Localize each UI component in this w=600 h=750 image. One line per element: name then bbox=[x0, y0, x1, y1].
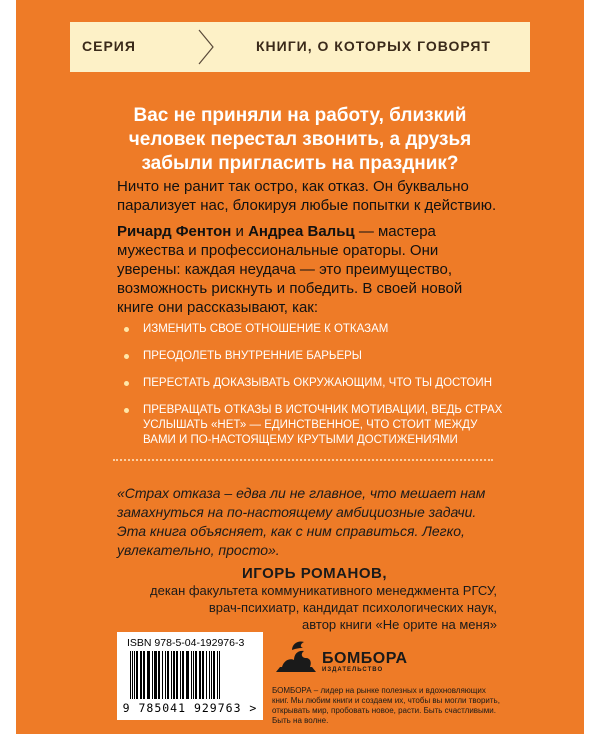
bullet-dot-icon bbox=[124, 381, 129, 386]
series-label: СЕРИЯ bbox=[82, 38, 136, 54]
quote-author-line: автор книги «Не орите на меня» bbox=[302, 617, 497, 632]
paragraph-authors-rest: — мастера мужества и профессиональные ораторы. Они уверены: каждая неудача — это преимущество, возможность рискнуть и победить. В своей новой книге они рассказывают, как: bbox=[117, 223, 463, 316]
paragraph-authors bbox=[117, 222, 497, 317]
bullet-item: ПРЕОДОЛЕТЬ ВНУТРЕННИЕ БАРЬЕРЫ bbox=[117, 349, 507, 364]
series-name: КНИГИ, О КОТОРЫХ ГОВОРЯТ bbox=[256, 38, 491, 54]
barcode-digits: 9 785041 929763 > bbox=[122, 701, 258, 715]
lead-question: Вас не приняли на работу, близкий человек перестал звонить, а друзья забыли пригласить на праздник? bbox=[128, 105, 472, 174]
quote-author bbox=[117, 565, 497, 633]
quote-author-name: ИГОРЬ РОМАНОВ, bbox=[241, 565, 387, 582]
bullet-item: ПЕРЕСТАТЬ ДОКАЗЫВАТЬ ОКРУЖАЮЩИМ, ЧТО ТЫ ДОСТОИН bbox=[117, 376, 507, 391]
dotted-divider bbox=[113, 459, 493, 461]
publisher-subtitle: ИЗДАТЕЛЬСТВО bbox=[322, 667, 384, 673]
bullet-dot-icon bbox=[124, 408, 129, 413]
endorsement-quote: «Страх отказа – едва ли не главное, что мешает нам замахнуться на по-настоящему амбициозные задачи. Эта книга объясняет, как с ним справиться. Легко, увлекательно, просто». bbox=[117, 485, 486, 558]
author-1: Ричард Фентон bbox=[117, 223, 232, 240]
author-conj: и bbox=[235, 223, 244, 240]
bullet-dot-icon bbox=[124, 354, 129, 359]
publisher-name: БОМБОРА bbox=[322, 650, 408, 667]
quote-author-line: декан факультета коммуникативного менеджмента РГСУ, bbox=[150, 583, 497, 598]
bullet-item: ИЗМЕНИТЬ СВОЕ ОТНОШЕНИЕ К ОТКАЗАМ bbox=[117, 322, 507, 337]
bombora-logo-icon bbox=[272, 636, 320, 676]
bullet-list bbox=[117, 322, 507, 460]
isbn-text: ISBN 978-5-04-192976-3 bbox=[127, 637, 245, 649]
quote-author-line: врач-психиатр, кандидат психологических наук, bbox=[208, 600, 497, 615]
author-2: Андреа Вальц bbox=[248, 223, 355, 240]
bullet-item: ПРЕВРАЩАТЬ ОТКАЗЫ В ИСТОЧНИК МОТИВАЦИИ, ВЕДЬ СТРАХ УСЛЫШАТЬ «НЕТ» — ЕДИНСТВЕННОЕ, ЧТО СТОИТ МЕЖДУ ВАМИ И ПО-НАСТОЯЩЕМУ КРУТЫМИ ДОСТИЖЕНИЯМИ bbox=[117, 403, 507, 448]
barcode-graphic bbox=[128, 651, 260, 699]
bullet-dot-icon bbox=[124, 327, 129, 332]
paragraph-intro: Ничто не ранит так остро, как отказ. Он буквально парализует нас, блокируя любые попытки к действию. bbox=[117, 178, 497, 214]
publisher-blurb: БОМБОРА – лидер на рынке полезных и вдохновляющих книг. Мы любим книги и создаем их, чтобы вы могли творить, открывать мир, пробовать новое, расти. Быть счастливыми. Быть на волне. bbox=[272, 686, 500, 725]
chevron-right-icon bbox=[196, 28, 216, 66]
